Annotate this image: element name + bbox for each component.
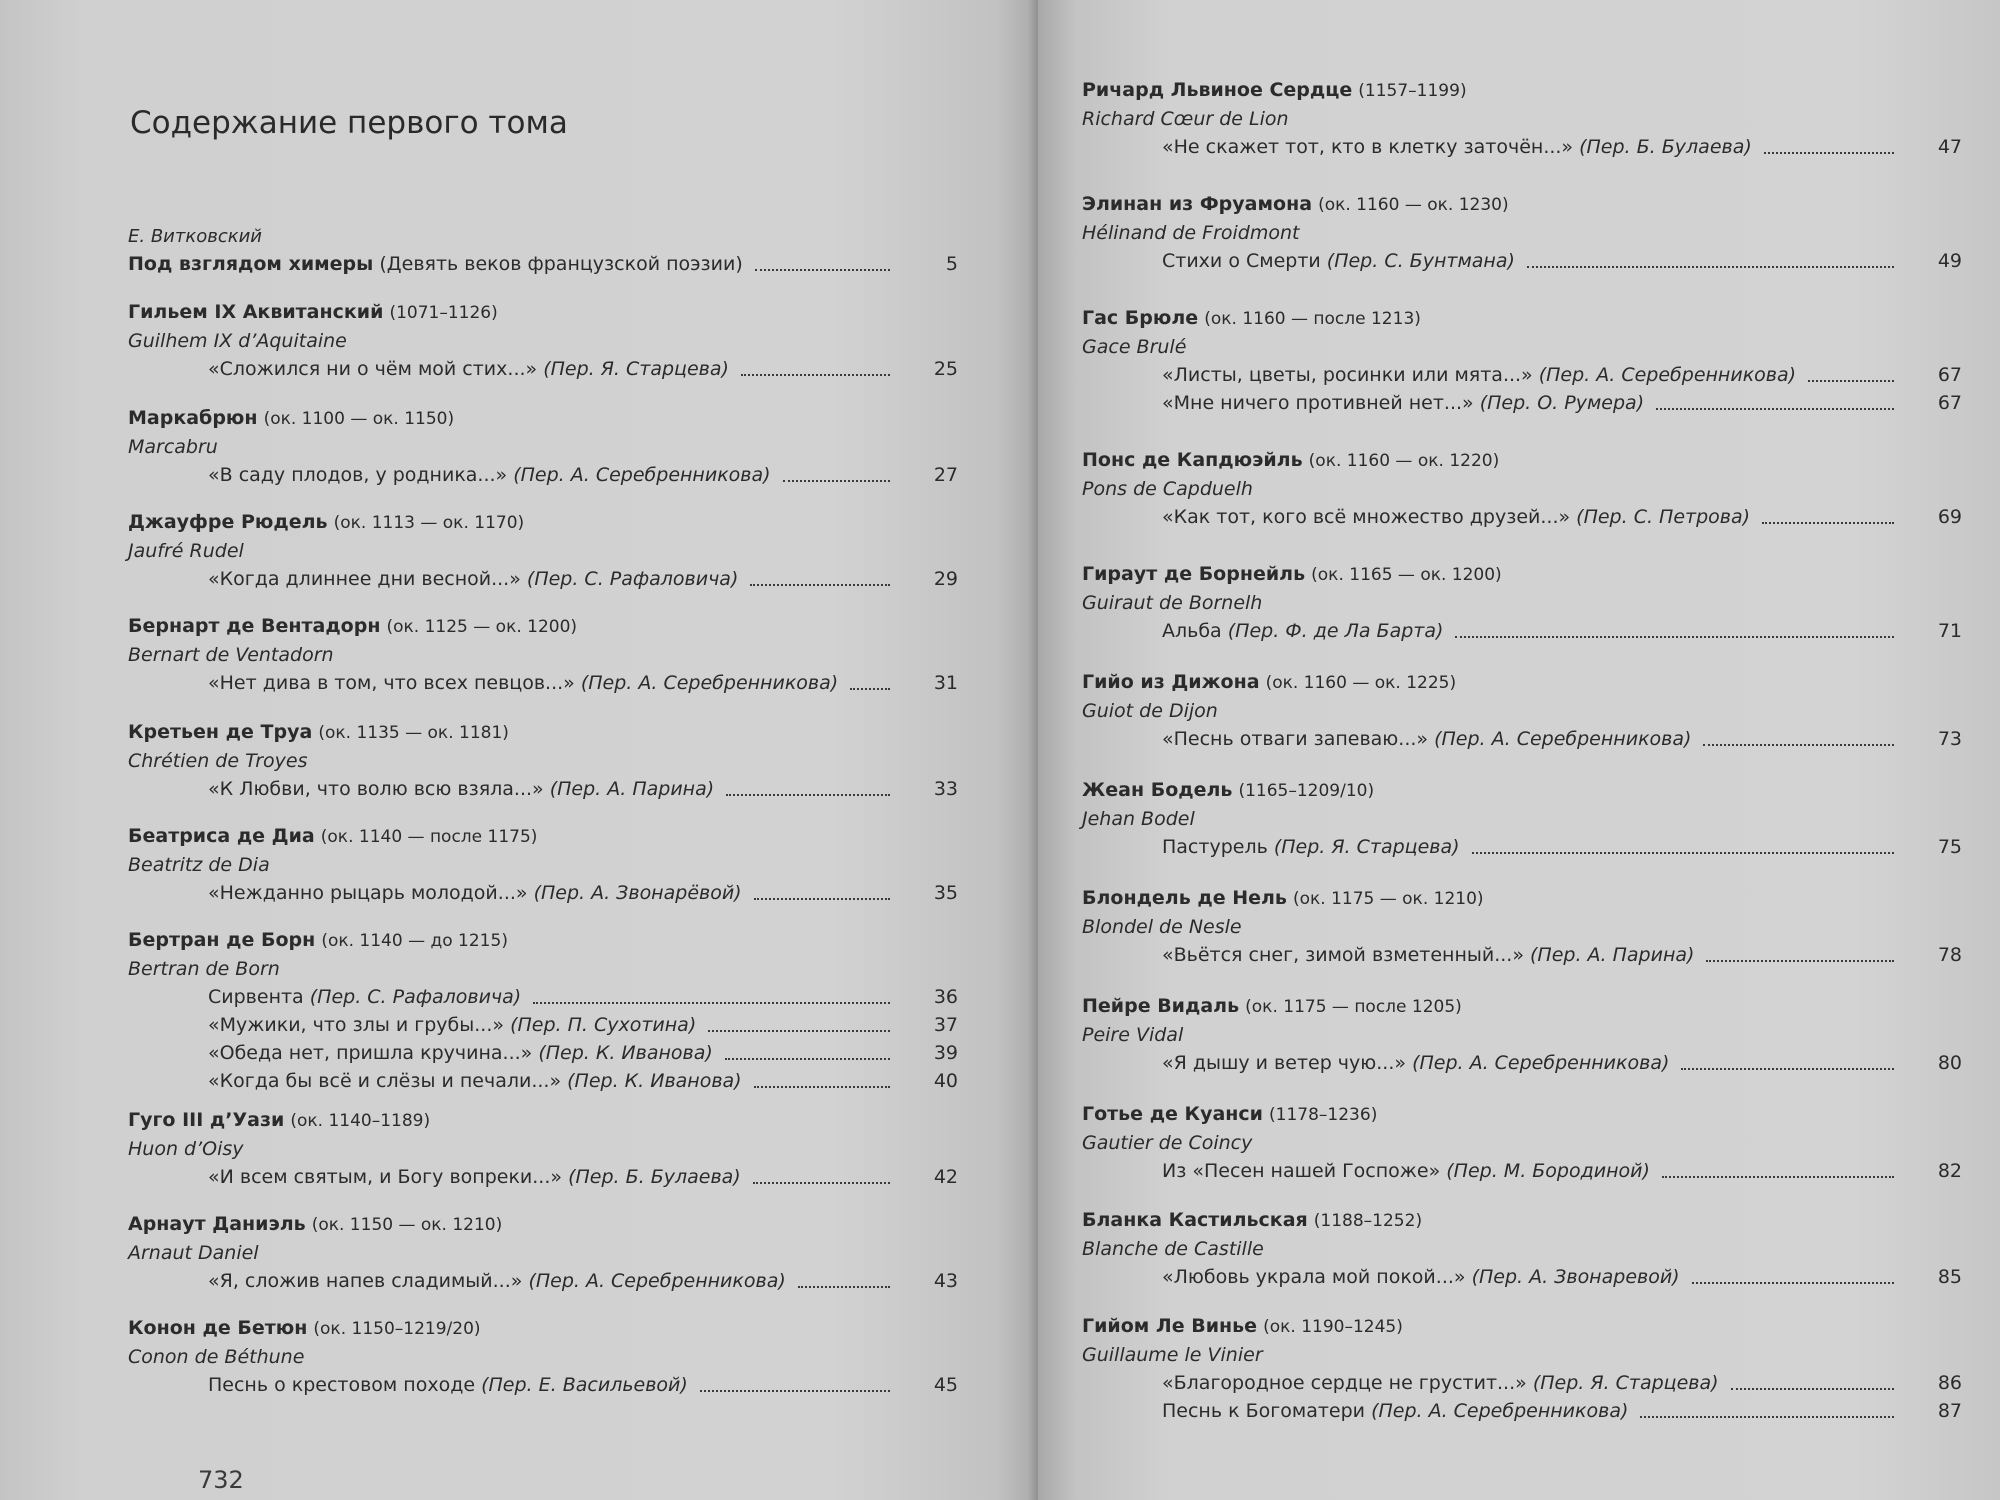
dot-leader <box>726 794 890 796</box>
author-heading <box>128 718 958 747</box>
author-dates: (ок. 1190–1245) <box>1263 1317 1403 1337</box>
author-original-name: Pons de Capduelh <box>1082 478 1253 500</box>
toc-line-text <box>208 983 521 1011</box>
intro-entry <box>128 224 958 278</box>
toc-line-text <box>208 775 714 803</box>
page-number: 45 <box>933 1374 958 1396</box>
toc-line-text <box>1162 617 1443 645</box>
dot-leader <box>741 374 890 376</box>
toc-line[interactable] <box>1082 389 1962 417</box>
author-heading <box>1082 1312 1962 1341</box>
toc-line[interactable] <box>128 879 958 907</box>
toc-line[interactable] <box>128 565 958 593</box>
author-name: Гираут де Борнейль <box>1082 563 1306 585</box>
translator: (Пер. А. Серебренникова) <box>1412 1052 1670 1074</box>
dot-leader <box>1527 266 1894 268</box>
toc-line[interactable] <box>1082 361 1962 389</box>
author-dates: (ок. 1160 — ок. 1225) <box>1265 673 1457 693</box>
dot-leader <box>1656 408 1894 410</box>
page-number: 86 <box>1937 1372 1962 1394</box>
dot-leader <box>850 688 890 690</box>
intro-title: Под взглядом химеры <box>128 253 374 275</box>
author-heading <box>1082 446 1962 475</box>
author-name: Гийо из Дижона <box>1082 671 1260 693</box>
author-dates: (ок. 1150 — ок. 1210) <box>311 1215 503 1235</box>
dot-leader <box>754 898 890 900</box>
page-number: 73 <box>1937 728 1962 750</box>
toc-line[interactable] <box>1082 725 1962 753</box>
author-heading <box>1082 76 1962 105</box>
author-heading <box>128 926 958 955</box>
toc-line-text <box>208 669 838 697</box>
author-name: Жеан Бодель <box>1082 779 1233 801</box>
toc-line[interactable] <box>1082 133 1962 161</box>
dot-leader <box>1681 1068 1894 1070</box>
dot-leader <box>1455 636 1894 638</box>
toc-entry <box>128 612 958 697</box>
page-number: 27 <box>933 464 958 486</box>
toc-line[interactable] <box>128 355 958 383</box>
author-dates: (ок. 1140 — до 1215) <box>321 931 508 951</box>
poem-title: Стихи о Смерти <box>1162 250 1321 272</box>
author-dates: (ок. 1140–1189) <box>290 1111 431 1131</box>
translator: (Пер. С. Петрова) <box>1576 506 1751 528</box>
page-number: 69 <box>1937 506 1962 528</box>
intro-subtitle: (Девять веков французской поэзии) <box>379 253 743 275</box>
author-dates: (ок. 1125 — ок. 1200) <box>386 617 578 637</box>
author-original-name: Conon de Béthune <box>128 1346 305 1368</box>
toc-entry <box>1082 1206 1962 1291</box>
page-number: 85 <box>1937 1266 1962 1288</box>
toc-line-text <box>208 1371 688 1399</box>
toc-entry <box>1082 446 1962 531</box>
page-number: 47 <box>1937 136 1962 158</box>
intro-author: Е. Витковский <box>128 226 263 247</box>
dot-leader <box>753 1182 890 1184</box>
dot-leader <box>533 1002 890 1004</box>
page-number: 25 <box>933 358 958 380</box>
dot-leader <box>1808 380 1894 382</box>
author-original-name: Guillaume le Vinier <box>1082 1344 1263 1366</box>
poem-title: «Мужики, что злы и грубы...» <box>208 1014 505 1036</box>
page-number: 43 <box>933 1270 958 1292</box>
author-dates: (1178–1236) <box>1269 1105 1378 1125</box>
poem-title: «Я дышу и ветер чую...» <box>1162 1052 1407 1074</box>
poem-title: «Листы, цветы, росинки или мята...» <box>1162 364 1533 386</box>
poem-title: «Когда длиннее дни весной...» <box>208 568 521 590</box>
toc-line-text <box>208 1011 696 1039</box>
poem-title: «И всем святым, и Богу вопреки...» <box>208 1166 563 1188</box>
author-original-name: Guiraut de Bornelh <box>1082 592 1263 614</box>
author-original-name: Guilhem IX d’Aquitaine <box>128 330 347 352</box>
poem-title: «Сложился ни о чём мой стих...» <box>208 358 538 380</box>
toc-line-text <box>208 879 742 907</box>
dot-leader <box>755 269 890 271</box>
author-heading <box>1082 190 1962 219</box>
dot-leader <box>1764 152 1894 154</box>
author-heading <box>1082 884 1962 913</box>
toc-line[interactable] <box>128 250 958 278</box>
poem-title: «Как тот, кого всё множество друзей...» <box>1162 506 1571 528</box>
author-name: Гас Брюле <box>1082 307 1199 329</box>
toc-line-text <box>1162 361 1796 389</box>
toc-line-text <box>1162 1157 1650 1185</box>
author-dates: (ок. 1165 — ок. 1200) <box>1311 565 1502 585</box>
toc-line[interactable] <box>128 1067 958 1095</box>
author-dates: (1165–1209/10) <box>1238 781 1375 801</box>
page-number: 39 <box>933 1042 958 1064</box>
poem-title: Песнь к Богоматери <box>1162 1400 1366 1422</box>
toc-line[interactable] <box>1082 1263 1962 1291</box>
author-original-name: Jehan Bodel <box>1082 808 1195 830</box>
author-original-name: Gace Brulé <box>1082 336 1187 358</box>
dot-leader <box>1692 1282 1894 1284</box>
author-dates: (ок. 1113 — ок. 1170) <box>333 513 525 533</box>
toc-entry <box>1082 304 1962 417</box>
toc-line-text <box>1162 833 1460 861</box>
translator: (Пер. А. Звонарёвой) <box>533 882 742 904</box>
author-name: Гуго III д’Уази <box>128 1109 285 1131</box>
author-name: Джауфре Рюдель <box>128 511 328 533</box>
author-name: Понс де Капдюэйль <box>1082 449 1303 471</box>
dot-leader <box>1731 1388 1894 1390</box>
toc-line-text <box>208 1067 742 1095</box>
author-original-name: Chrétien de Troyes <box>128 750 308 772</box>
dot-leader <box>1762 522 1894 524</box>
toc-line[interactable] <box>1082 941 1962 969</box>
toc-line[interactable] <box>128 1011 958 1039</box>
toc-line[interactable] <box>1082 1397 1962 1425</box>
translator: (Пер. А. Серебренникова) <box>1434 728 1692 750</box>
translator: (Пер. А. Серебренникова) <box>513 464 771 486</box>
page-number: 5 <box>945 253 958 275</box>
poem-title: «В саду плодов, у родника...» <box>208 464 508 486</box>
toc-line[interactable] <box>1082 1157 1962 1185</box>
author-heading <box>1082 992 1962 1021</box>
toc-line-text <box>1162 1049 1669 1077</box>
toc-line[interactable] <box>128 1267 958 1295</box>
poem-title: «Нет дива в том, что всех певцов...» <box>208 672 575 694</box>
author-original-name: Gautier de Coincy <box>1082 1132 1253 1154</box>
toc-entry <box>128 822 958 907</box>
translator: (Пер. А. Звонаревой) <box>1471 1266 1680 1288</box>
toc-line-text <box>1162 1397 1628 1425</box>
translator: (Пер. А. Серебренникова) <box>528 1270 786 1292</box>
page-number: 42 <box>933 1166 958 1188</box>
author-dates: (ок. 1150–1219/20) <box>313 1319 481 1339</box>
author-dates: (ок. 1140 — после 1175) <box>320 827 538 847</box>
toc-line-text <box>208 1163 741 1191</box>
toc-line[interactable] <box>1082 1369 1962 1397</box>
translator: (Пер. А. Серебренникова) <box>1538 364 1797 386</box>
dot-leader <box>725 1058 890 1060</box>
page-number: 36 <box>933 986 958 1008</box>
poem-title: «Не скажет тот, кто в клетку заточён...» <box>1162 136 1574 158</box>
page-number: 31 <box>933 672 958 694</box>
translator: (Пер. А. Парина) <box>1530 944 1695 966</box>
page-number: 67 <box>1937 392 1962 414</box>
author-heading <box>128 612 958 641</box>
author-dates: (ок. 1160 — после 1213) <box>1204 309 1421 329</box>
translator: (Пер. Б. Булаева) <box>1579 136 1752 158</box>
toc-line[interactable] <box>1082 503 1962 531</box>
author-name: Гийом Ле Винье <box>1082 1315 1258 1337</box>
author-name: Блондель де Нель <box>1082 887 1287 909</box>
poem-title: Из «Песен нашей Госпоже» <box>1162 1160 1441 1182</box>
author-original-name: Bernart de Ventadorn <box>128 644 334 666</box>
author-dates: (ок. 1175 — ок. 1210) <box>1292 889 1484 909</box>
toc-line-text <box>1162 1263 1680 1291</box>
toc-line-text <box>208 565 738 593</box>
dot-leader <box>1472 852 1894 854</box>
author-original-name: Huon d’Oisy <box>128 1138 244 1160</box>
toc-entry <box>1082 1100 1962 1185</box>
page-number: 87 <box>1937 1400 1962 1422</box>
author-original-name: Richard Cœur de Lion <box>1082 108 1289 130</box>
author-dates: (1188–1252) <box>1313 1211 1423 1231</box>
author-heading <box>1082 304 1962 333</box>
author-name: Ричард Львиное Сердце <box>1082 79 1353 101</box>
toc-entry <box>128 1314 958 1399</box>
poem-title: Сирвента <box>208 986 304 1008</box>
toc-entry <box>128 404 958 489</box>
translator: (Пер. М. Бородиной) <box>1446 1160 1650 1182</box>
toc-entry <box>128 1210 958 1295</box>
toc-entry <box>1082 992 1962 1077</box>
page-number: 78 <box>1937 944 1962 966</box>
translator: (Пер. Е. Васильевой) <box>481 1374 688 1396</box>
toc-entry <box>1082 884 1962 969</box>
page-number: 40 <box>933 1070 958 1092</box>
author-heading <box>1082 1100 1962 1129</box>
translator: (Пер. Я. Старцева) <box>543 358 729 380</box>
dot-leader <box>1640 1416 1894 1418</box>
page-number: 75 <box>1937 836 1962 858</box>
translator: (Пер. Я. Старцева) <box>1273 836 1460 858</box>
poem-title: Песнь о крестовом походе <box>208 1374 476 1396</box>
author-heading <box>128 1106 958 1135</box>
author-name: Беатриса де Диа <box>128 825 315 847</box>
toc-line[interactable] <box>128 461 958 489</box>
toc-entry <box>1082 76 1962 161</box>
dot-leader <box>750 584 890 586</box>
toc-entry <box>1082 560 1962 645</box>
folio-number: 732 <box>198 1466 244 1494</box>
toc-line-text <box>1162 503 1750 531</box>
author-original-name: Blondel de Nesle <box>1082 916 1242 938</box>
toc-line[interactable] <box>128 983 958 1011</box>
author-original-name: Marcabru <box>128 436 218 458</box>
toc-line-text <box>208 1267 786 1295</box>
poem-title: Пастурель <box>1162 836 1268 858</box>
translator: (Пер. П. Сухотина) <box>510 1014 697 1036</box>
toc-entry <box>128 718 958 803</box>
dot-leader <box>783 480 890 482</box>
author-original-name: Peire Vidal <box>1082 1024 1184 1046</box>
poem-title: «Я, сложив напев сладимый...» <box>208 1270 523 1292</box>
page-number: 37 <box>933 1014 958 1036</box>
toc-entry <box>128 298 958 383</box>
author-original-name: Guiot de Dijon <box>1082 700 1218 722</box>
translator: (Пер. К. Иванова) <box>567 1070 742 1092</box>
toc-line-text <box>1162 389 1644 417</box>
author-dates: (1157–1199) <box>1358 81 1467 101</box>
toc-line-text <box>1162 247 1515 275</box>
translator: (Пер. С. Рафаловича) <box>309 986 522 1008</box>
author-dates: (ок. 1160 — ок. 1230) <box>1318 195 1509 215</box>
author-heading <box>128 508 958 537</box>
translator: (Пер. О. Румера) <box>1479 392 1645 414</box>
toc-entry <box>1082 1312 1962 1425</box>
author-original-name: Bertran de Born <box>128 958 280 980</box>
toc-line-text <box>1162 133 1752 161</box>
toc-entry <box>1082 668 1962 753</box>
toc-line[interactable] <box>1082 1049 1962 1077</box>
author-heading <box>128 404 958 433</box>
toc-entry <box>1082 776 1962 861</box>
translator: (Пер. Б. Булаева) <box>568 1166 741 1188</box>
toc-line[interactable] <box>128 1163 958 1191</box>
author-name: Бертран де Борн <box>128 929 316 951</box>
page-number: 49 <box>1937 250 1962 272</box>
translator: (Пер. Я. Старцева) <box>1532 1372 1719 1394</box>
author-name: Кретьен де Труа <box>128 721 313 743</box>
author-name: Конон де Бетюн <box>128 1317 308 1339</box>
poem-title: «Вьётся снег, зимой взметенный...» <box>1162 944 1524 966</box>
author-heading <box>128 822 958 851</box>
page-number: 33 <box>933 778 958 800</box>
dot-leader <box>1662 1176 1894 1178</box>
toc-line-text <box>1162 1369 1719 1397</box>
poem-title: «Благородное сердце не грустит...» <box>1162 1372 1527 1394</box>
translator: (Пер. А. Серебренникова) <box>580 672 839 694</box>
poem-title: «Мне ничего противней нет...» <box>1162 392 1474 414</box>
poem-title: «Любовь украла мой покой...» <box>1162 1266 1466 1288</box>
poem-title: «Обеда нет, пришла кручина...» <box>208 1042 533 1064</box>
author-name: Бланка Кастильская <box>1082 1209 1308 1231</box>
page-number: 82 <box>1937 1160 1962 1182</box>
author-original-name: Arnaut Daniel <box>128 1242 259 1264</box>
toc-line[interactable] <box>1082 833 1962 861</box>
author-original-name: Beatritz de Dia <box>128 854 270 876</box>
author-name: Элинан из Фруамона <box>1082 193 1313 215</box>
author-name: Гильем IX Аквитанский <box>128 301 384 323</box>
poem-title: «Нежданно рыцарь молодой...» <box>208 882 528 904</box>
translator: (Пер. С. Рафаловича) <box>526 568 739 590</box>
author-heading <box>128 1314 958 1343</box>
author-heading <box>1082 1206 1962 1235</box>
dot-leader <box>798 1286 890 1288</box>
author-heading <box>128 298 958 327</box>
author-dates: (ок. 1160 — ок. 1220) <box>1308 451 1500 471</box>
author-name: Маркабрюн <box>128 407 258 429</box>
author-name: Бернарт де Вентадорн <box>128 615 381 637</box>
poem-title: Альба <box>1162 620 1222 642</box>
toc-line[interactable] <box>1082 247 1962 275</box>
translator: (Пер. А. Серебренникова) <box>1371 1400 1629 1422</box>
author-dates: (ок. 1100 — ок. 1150) <box>263 409 455 429</box>
author-dates: (ок. 1135 — ок. 1181) <box>318 723 509 743</box>
poem-title: «Песнь отваги запеваю...» <box>1162 728 1429 750</box>
toc-line[interactable] <box>128 1039 958 1067</box>
dot-leader <box>700 1390 890 1392</box>
author-heading <box>1082 668 1962 697</box>
author-heading <box>128 1210 958 1239</box>
page-number: 67 <box>1937 364 1962 386</box>
poem-title: «Когда бы всё и слёзы и печали...» <box>208 1070 562 1092</box>
toc-line[interactable] <box>1082 617 1962 645</box>
toc-line-text <box>208 1039 713 1067</box>
author-original-name: Hélinand de Froidmont <box>1082 222 1300 244</box>
toc-line-text <box>1162 941 1694 969</box>
page-title: Содержание первого тома <box>130 105 568 141</box>
dot-leader <box>1703 744 1894 746</box>
author-name: Арнаут Даниэль <box>128 1213 306 1235</box>
author-name: Пейре Видаль <box>1082 995 1240 1017</box>
author-name: Готье де Куанси <box>1082 1103 1263 1125</box>
page-number: 80 <box>1937 1052 1962 1074</box>
toc-entry <box>128 1106 958 1191</box>
author-original-name: Jaufré Rudel <box>128 540 244 562</box>
author-dates: (1071–1126) <box>389 303 498 323</box>
page-number: 71 <box>1937 620 1962 642</box>
toc-entry <box>128 508 958 593</box>
page-number: 29 <box>933 568 958 590</box>
author-dates: (ок. 1175 — после 1205) <box>1245 997 1462 1017</box>
author-heading <box>1082 776 1962 805</box>
author-original-name: Blanche de Castille <box>1082 1238 1264 1260</box>
toc-line-text <box>208 355 729 383</box>
toc-entry <box>1082 190 1962 275</box>
dot-leader <box>1706 960 1894 962</box>
toc-entry <box>128 926 958 1095</box>
toc-line-text <box>1162 725 1691 753</box>
toc-line[interactable] <box>128 1371 958 1399</box>
translator: (Пер. А. Парина) <box>549 778 715 800</box>
right-page <box>1038 0 2000 1500</box>
translator: (Пер. К. Иванова) <box>538 1042 713 1064</box>
toc-line[interactable] <box>128 775 958 803</box>
poem-title: «К Любви, что волю всю взяла...» <box>208 778 544 800</box>
toc-line-text <box>208 461 771 489</box>
dot-leader <box>708 1030 890 1032</box>
toc-line[interactable] <box>128 669 958 697</box>
author-heading <box>1082 560 1962 589</box>
toc-line-text <box>128 250 743 278</box>
translator: (Пер. С. Бунтмана) <box>1326 250 1515 272</box>
translator: (Пер. Ф. де Ла Барта) <box>1227 620 1444 642</box>
page-number: 35 <box>933 882 958 904</box>
dot-leader <box>754 1086 890 1088</box>
